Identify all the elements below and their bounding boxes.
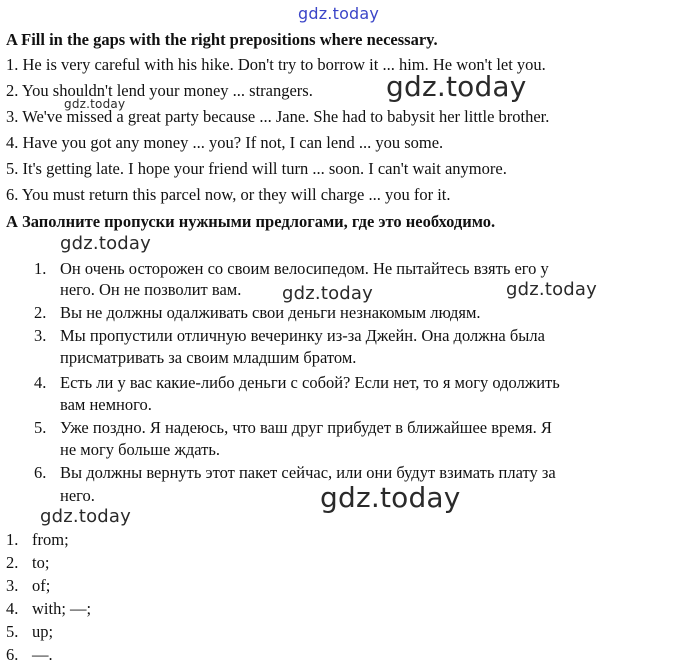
answer-number: 2. — [6, 553, 19, 572]
answer-item — [6, 645, 53, 665]
answer-item — [6, 530, 69, 550]
russian-item-number: 1. — [34, 259, 47, 278]
answer-text: to; — [32, 553, 50, 572]
russian-item-line: Вы должны вернуть этот пакет сейчас, или они будут взимать плату за — [60, 463, 556, 482]
answer-text: up; — [32, 622, 54, 641]
russian-item-line: вам немного. — [60, 395, 152, 414]
english-item-4: 4. Have you got any money ... you? If not, I can lend ... you some. — [6, 133, 444, 152]
russian-item-number: 2. — [34, 303, 47, 322]
russian-item-number: 4. — [34, 373, 47, 392]
answer-number: 1. — [6, 530, 19, 549]
russian-item-line: Мы пропустили отличную вечеринку из-за Джейн. Она должна была — [60, 326, 545, 345]
answer-item — [6, 576, 50, 596]
answer-text: with; —; — [32, 599, 92, 618]
answer-number: 5. — [6, 622, 19, 641]
answer-item — [6, 622, 53, 642]
russian-item-number: 3. — [34, 326, 47, 345]
watermark: gdz.today — [506, 279, 598, 300]
russian-item-line: не могу больше ждать. — [60, 440, 221, 459]
russian-item-number: 5. — [34, 418, 47, 437]
russian-item-line: Он очень осторожен со своим велосипедом. Не пытайтесь взять его у — [60, 259, 549, 278]
russian-item-line: Вы не должны одалживать свои деньги незнакомым людям. — [60, 303, 481, 322]
russian-item-line: Есть ли у вас какие-либо деньги с собой? Если нет, то я могу одолжить — [60, 373, 560, 392]
english-item-5: 5. It's getting late. I hope your friend will turn ... soon. I can't wait anymore. — [6, 159, 507, 178]
answer-number: 6. — [6, 645, 19, 664]
watermark-top: gdz.today — [298, 4, 380, 23]
watermark: gdz.today — [386, 70, 527, 103]
russian-item-line: него. — [60, 486, 95, 505]
watermark: gdz.today — [60, 233, 152, 254]
english-item-2: 2. You shouldn't lend your money ... strangers. — [6, 81, 313, 100]
answer-number: 4. — [6, 599, 19, 618]
answer-item — [6, 599, 91, 619]
russian-item-line: него. Он не позволит вам. — [60, 280, 242, 299]
watermark: gdz.today — [40, 506, 132, 527]
english-item-1: 1. He is very careful with his hike. Don't try to borrow it ... him. He won't let you. — [6, 55, 546, 74]
russian-heading: А Заполните пропуски нужными предлогами, где это необходимо. — [6, 212, 496, 231]
english-item-6: 6. You must return this parcel now, or they will charge ... you for it. — [6, 185, 451, 204]
english-item-3: 3. We've missed a great party because ... Jane. She had to babysit her little brother. — [6, 107, 550, 126]
answer-text: of; — [32, 576, 51, 595]
answer-item — [6, 553, 49, 573]
english-heading: A Fill in the gaps with the right prepositions where necessary. — [6, 30, 438, 49]
russian-item-number: 6. — [34, 463, 47, 482]
russian-item-line: присматривать за своим младшим братом. — [60, 348, 357, 367]
answer-number: 3. — [6, 576, 19, 595]
russian-item-line: Уже поздно. Я надеюсь, что ваш друг прибудет в ближайшее время. Я — [60, 418, 552, 437]
watermark: gdz.today — [64, 97, 126, 111]
watermark: gdz.today — [282, 283, 374, 304]
answer-text: —. — [32, 645, 53, 664]
watermark: gdz.today — [320, 481, 461, 514]
answer-text: from; — [32, 530, 69, 549]
